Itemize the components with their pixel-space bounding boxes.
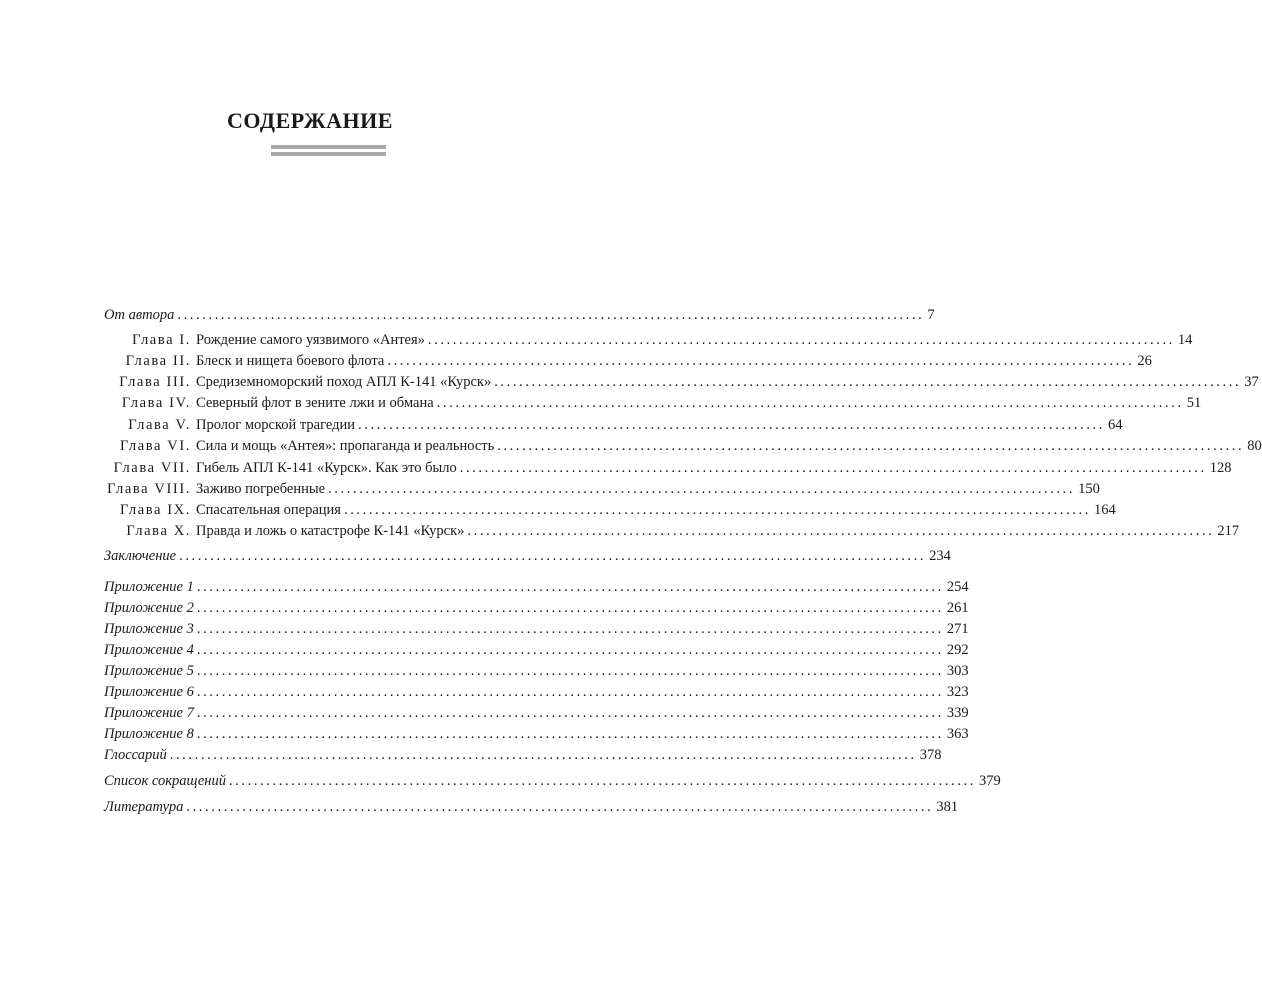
toc-entry-title: Заживо погребенные: [196, 481, 326, 497]
toc-chapter-label: Глава IX.: [119, 502, 191, 518]
toc-chapter-label: Глава VI.: [119, 438, 191, 454]
toc-entry: [104, 415, 1123, 435]
toc-entry: [104, 577, 969, 597]
toc-dot-leader: ........................................................................................................................: [459, 460, 1207, 476]
toc-entry-title: Заключение: [104, 548, 177, 564]
toc-entry-title: Сила и мощь «Антея»: пропаганда и реальность: [196, 438, 495, 454]
toc-dot-leader: ........................................................................................................................: [169, 747, 917, 763]
page-title: СОДЕРЖАНИЕ: [227, 108, 393, 133]
toc-chapter-label: Глава IV.: [121, 395, 191, 411]
toc-entry-title: Приложение 2: [104, 600, 194, 616]
toc-entry-title: Приложение 3: [104, 621, 194, 637]
toc-entry-title: Приложение 4: [104, 642, 194, 658]
toc-entry-title: Пролог морской трагедии: [196, 417, 355, 433]
toc-dot-leader: ........................................................................................................................: [228, 773, 976, 789]
toc-entry-title: Приложение 5: [104, 663, 194, 679]
toc-dot-leader: ........................................................................................................................: [387, 353, 1135, 369]
toc-entry: [104, 500, 1116, 520]
toc-chapter-label: Глава VIII.: [107, 481, 191, 497]
toc-dot-leader: ........................................................................................................................: [343, 502, 1091, 518]
toc-page-number: 381: [936, 799, 959, 815]
toc-dot-leader: ........................................................................................................................: [196, 684, 944, 700]
toc-entry-title: Правда и ложь о катастрофе К-141 «Курск»: [196, 523, 465, 539]
toc-page-number: 14: [1177, 332, 1193, 348]
toc-entry: [104, 479, 1100, 499]
toc-page-number: 339: [946, 705, 969, 721]
toc-chapter-label: Глава I.: [132, 332, 191, 348]
toc-entry-title: Спасательная операция: [196, 502, 341, 518]
toc-page-number: 7: [927, 307, 935, 323]
toc-chapter-label: Глава VII.: [113, 460, 191, 476]
toc-page-number: 26: [1137, 353, 1152, 369]
toc-entry: [104, 661, 969, 681]
toc-dot-leader: ........................................................................................................................: [196, 642, 944, 658]
toc-chapter-label: Глава V.: [128, 417, 191, 433]
toc-dot-leader: ........................................................................................................................: [177, 307, 925, 323]
toc-page-number: 80: [1247, 438, 1262, 454]
toc-page-number: 363: [946, 726, 969, 742]
toc-dot-leader: ........................................................................................................................: [196, 726, 944, 742]
toc-entry: [104, 640, 969, 660]
toc-dot-leader: ........................................................................................................................: [196, 600, 944, 616]
toc-page-number: 64: [1108, 417, 1123, 433]
toc-dot-leader: ........................................................................................................................: [196, 579, 944, 595]
title-underline-top: [271, 145, 386, 149]
toc-page-number: 292: [946, 642, 969, 658]
toc-entry: [104, 682, 969, 702]
toc-page-number: 379: [978, 773, 1001, 789]
toc-entry-title: Северный флот в зените лжи и обмана: [196, 395, 434, 411]
toc-dot-leader: ........................................................................................................................: [497, 438, 1245, 454]
toc-entry: [104, 521, 1240, 541]
toc-chapter-label: Глава III.: [119, 374, 191, 390]
toc-entry-title: Приложение 6: [104, 684, 194, 700]
toc-dot-leader: ........................................................................................................................: [467, 523, 1215, 539]
toc-page-number: 303: [946, 663, 969, 679]
toc-entry-title: Приложение 8: [104, 726, 194, 742]
toc-entry: [104, 619, 969, 639]
toc-entry-title: Блеск и нищета боевого флота: [196, 353, 385, 369]
toc-dot-leader: ........................................................................................................................: [179, 548, 927, 564]
toc-page-number: 164: [1093, 502, 1116, 518]
toc-page-number: 217: [1217, 523, 1240, 539]
toc-dot-leader: ........................................................................................................................: [196, 621, 944, 637]
title-underline-bottom: [271, 152, 386, 156]
toc-entry-title: Глоссарий: [104, 747, 167, 763]
toc-page-number: 378: [919, 747, 942, 763]
toc-entry-title: Гибель АПЛ К-141 «Курск». Как это было: [196, 460, 457, 476]
toc-entry: [104, 436, 1262, 456]
toc-entry-title: Средиземноморский поход АПЛ К-141 «Курск»: [196, 374, 492, 390]
toc-dot-leader: ........................................................................................................................: [427, 332, 1175, 348]
toc-dot-leader: ........................................................................................................................: [186, 799, 934, 815]
toc-entry: [104, 598, 969, 618]
toc-entry: [104, 745, 942, 765]
toc-entry: [104, 351, 1152, 371]
toc-entry: [104, 771, 1001, 791]
toc-entry-title: Список сокращений: [104, 773, 226, 789]
toc-dot-leader: ........................................................................................................................: [328, 481, 1076, 497]
toc-entry-title: Приложение 1: [104, 579, 194, 595]
toc-entry: [104, 305, 935, 325]
toc-entry-title: Литература: [104, 799, 184, 815]
toc-page-number: 234: [929, 548, 951, 564]
toc-dot-leader: ........................................................................................................................: [358, 417, 1105, 433]
toc-entry: [104, 546, 951, 566]
toc-dot-leader: ........................................................................................................................: [494, 374, 1242, 390]
toc-entry: [104, 458, 1232, 478]
toc-page-number: 323: [946, 684, 969, 700]
toc-chapter-label: Глава II.: [125, 353, 191, 369]
toc-entry: [104, 372, 1259, 392]
toc-entry-title: От автора: [104, 307, 175, 323]
toc-page-number: 254: [946, 579, 969, 595]
toc-entry: [104, 393, 1202, 413]
toc-page-number: 150: [1078, 481, 1100, 497]
toc-entry-title: Приложение 7: [104, 705, 194, 721]
toc-page-number: 271: [946, 621, 969, 637]
toc-entry: [104, 797, 959, 817]
toc-chapter-label: Глава X.: [126, 523, 191, 539]
toc-dot-leader: ........................................................................................................................: [196, 663, 944, 679]
toc-entry: [104, 703, 969, 723]
toc-page-number: 261: [946, 600, 969, 616]
toc-dot-leader: ........................................................................................................................: [436, 395, 1184, 411]
toc-page-number: 51: [1186, 395, 1202, 411]
toc-dot-leader: ........................................................................................................................: [196, 705, 944, 721]
toc-page-number: 128: [1209, 460, 1232, 476]
toc-entry-title: Рождение самого уязвимого «Антея»: [196, 332, 425, 348]
toc-entry: [104, 330, 1193, 350]
toc-entry: [104, 724, 969, 744]
toc-page-number: 37: [1244, 374, 1259, 390]
